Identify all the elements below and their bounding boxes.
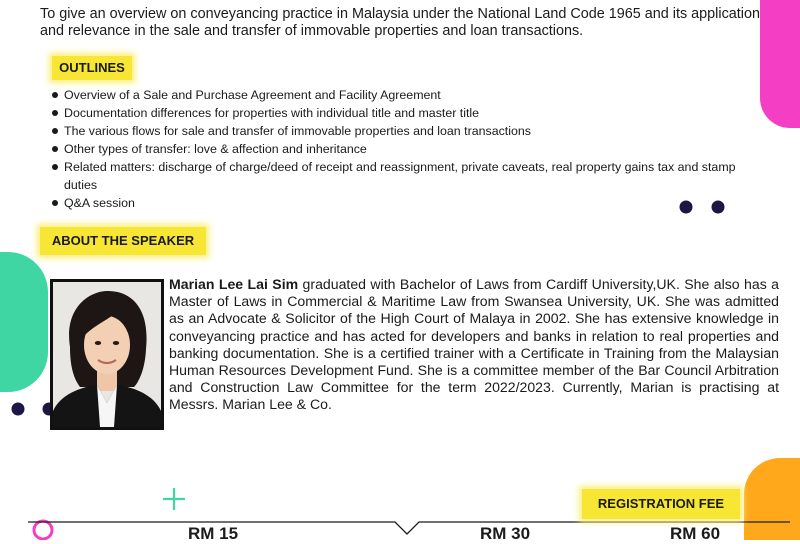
- list-item: The various flows for sale and transfer of immovable properties and loan transactions: [50, 122, 770, 140]
- outlines-heading: OUTLINES: [52, 56, 132, 80]
- plus-icon: [163, 488, 185, 510]
- list-item: Overview of a Sale and Purchase Agreement and Facility Agreement: [50, 86, 770, 104]
- list-item: Q&A session: [50, 194, 770, 212]
- orange-pill-shape: [744, 458, 800, 540]
- green-pill-shape: [0, 252, 48, 392]
- about-speaker-heading: ABOUT THE SPEAKER: [40, 227, 206, 255]
- list-item: Related matters: discharge of charge/deed of receipt and reassignment, private caveats, real property gains tax and stamp duties: [50, 158, 770, 194]
- navy-dot: [12, 403, 25, 416]
- price-non-member: RM 60: [670, 524, 721, 543]
- list-item: Documentation differences for properties with individual title and master title: [50, 104, 770, 122]
- intro-paragraph: To give an overview on conveyancing practice in Malaysia under the National Land Code 1965 and its application and relevance in the sale and transfer of immovable properties and loan transactions.: [40, 6, 760, 39]
- speaker-bio: [169, 276, 779, 414]
- registration-fee-heading: REGISTRATION FEE: [582, 489, 740, 519]
- price-standard: RM 30: [480, 524, 531, 543]
- outlines-list: [50, 86, 770, 212]
- speaker-name: Marian Lee Lai Sim: [169, 276, 299, 292]
- price-member: RM 15: [188, 524, 239, 543]
- list-item: Other types of transfer: love & affection and inheritance: [50, 140, 770, 158]
- pink-ring-shape: [34, 521, 52, 539]
- speaker-bio-text: graduated with Bachelor of Laws from Cardiff University,UK. She also has a Master of Laws in Commercial & Maritime Law from Swansea University, UK. She was admitted as an Advocate & Solicitor of the High Court of Malaya in 2002. She has extensive knowledge in conveyancing practice and has acted for developers and banks in relation to real properties and banking documentation. She is a certified trainer with a Certificate in Training from the Malaysian Human Resources Development Fund. She is a committee member of the Bar Council Arbitration and Construction Law Committee for the term 2022/2023. Currently, Marian is practising at Messrs. Marian Lee & Co.: [169, 276, 779, 413]
- speaker-photo: [50, 279, 164, 430]
